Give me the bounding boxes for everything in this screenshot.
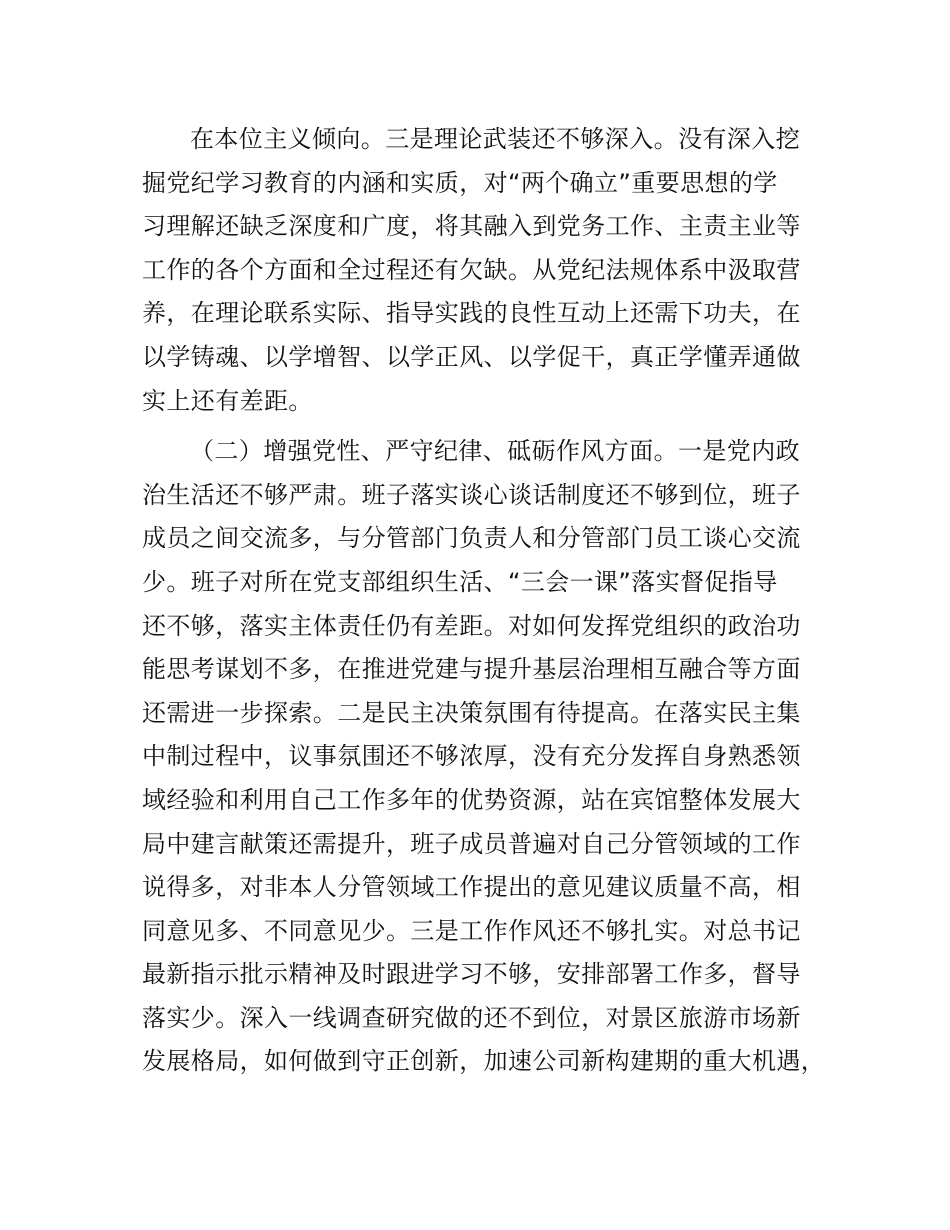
paragraph-line: （二）增强党性、严守纪律、砥砺作风方面。一是党内政 bbox=[190, 437, 800, 466]
paragraph-line: 域经验和利用自己工作多年的优势资源，站在宾馆整体发展大 bbox=[142, 785, 801, 814]
paragraph-line: 养，在理论联系实际、指导实践的良性互动上还需下功夫，在 bbox=[142, 299, 801, 328]
paragraph-line: 实上还有差距。 bbox=[142, 386, 313, 415]
paragraph-line: 中制过程中，议事氛围还不够浓厚，没有充分发挥自身熟悉领 bbox=[142, 742, 801, 771]
paragraph-line: 最新指示批示精神及时跟进学习不够，安排部署工作多，督导 bbox=[142, 960, 801, 989]
paragraph-line: 落实少。深入一线调查研究做的还不到位，对景区旅游市场新 bbox=[142, 1003, 801, 1032]
paragraph-line: 发展格局，如何做到守正创新，加速公司新构建期的重大机遇， bbox=[142, 1047, 826, 1076]
paragraph-line: 同意见多、不同意见少。三是工作作风还不够扎实。对总书记 bbox=[142, 916, 801, 945]
paragraph-line: 少。班子对所在党支部组织生活、“三会一课”落实督促指导 bbox=[142, 567, 778, 596]
paragraph-2 bbox=[142, 430, 826, 1084]
paragraph-line: 局中建言献策还需提升，班子成员普遍对自己分管领域的工作 bbox=[142, 829, 801, 858]
paragraph-spacer bbox=[142, 423, 812, 430]
paragraph-line: 以学铸魂、以学增智、以学正风、以学促干，真正学懂弄通做 bbox=[142, 342, 801, 371]
paragraph-line: 说得多，对非本人分管领域工作提出的意见建议质量不高，相 bbox=[142, 873, 801, 902]
paragraph-line: 工作的各个方面和全过程还有欠缺。从党纪法规体系中汲取营 bbox=[142, 255, 801, 284]
paragraph-line: 在本位主义倾向。三是理论武装还不够深入。没有深入挖 bbox=[190, 125, 800, 153]
paragraph-line: 还不够，落实主体责任仍有差距。对如何发挥党组织的政治功 bbox=[142, 611, 801, 640]
paragraph-line: 治生活还不够严肃。班子落实谈心谈话制度还不够到位，班子 bbox=[142, 480, 801, 509]
paragraph-1 bbox=[142, 118, 812, 423]
document-body bbox=[142, 118, 826, 1084]
paragraph-line: 成员之间交流多，与分管部门负责人和分管部门员工谈心交流 bbox=[142, 524, 801, 553]
paragraph-line: 掘党纪学习教育的内涵和实质，对“两个确立”重要思想的学 bbox=[142, 168, 778, 197]
paragraph-line: 还需进一步探索。二是民主决策氛围有待提高。在落实民主集 bbox=[142, 698, 801, 727]
paragraph-line: 习理解还缺乏深度和广度，将其融入到党务工作、主责主业等 bbox=[142, 212, 801, 241]
paragraph-line: 能思考谋划不多，在推进党建与提升基层治理相互融合等方面 bbox=[142, 655, 801, 684]
